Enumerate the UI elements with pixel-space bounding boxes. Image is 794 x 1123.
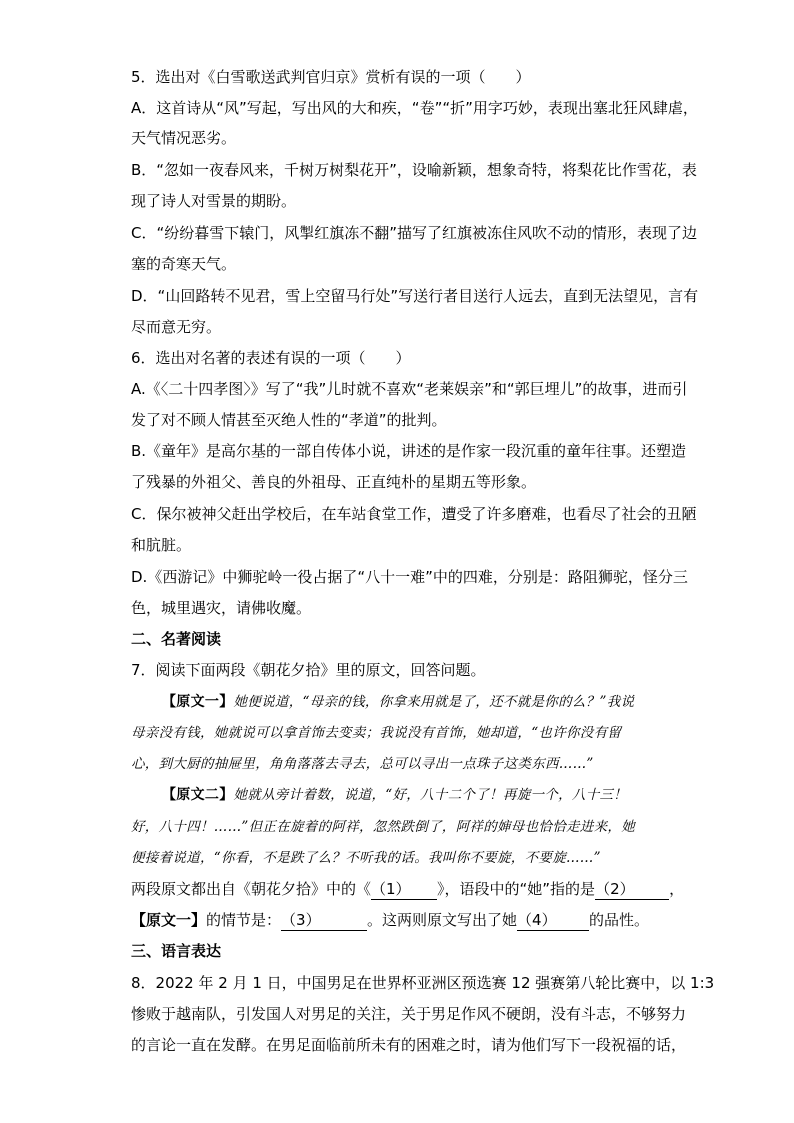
question-6-option-c: C．保尔被神父赶出学校后，在车站食堂工作，遭受了许多磨难，也看尽了社会的丑陋 bbox=[131, 505, 697, 523]
section-3-heading: 三、语言表达 bbox=[131, 942, 222, 960]
blank-2[interactable]: （2） bbox=[595, 879, 669, 900]
question-6-option-d-cont: 色，城里遇灾，请佛收魔。 bbox=[131, 599, 312, 617]
question-5-option-d-cont: 尽而意无穷。 bbox=[131, 318, 222, 336]
fill-text-6: 的品性。 bbox=[589, 911, 650, 929]
section-2-heading: 二、名著阅读 bbox=[131, 630, 222, 648]
question-6-stem: 6．选出对名著的表述有误的一项（ ） bbox=[131, 349, 411, 367]
passage-1-line-3: 心，到大厨的抽屉里，角角落落去寻去，总可以寻出一点珠子这类东西……” bbox=[131, 756, 594, 772]
question-5-option-a: A．这首诗从“风”写起，写出风的大和疾，“卷”“折”用字巧妙，表现出塞北狂风肆虐， bbox=[131, 99, 698, 117]
fill-text-1: 两段原文都出自《朝花夕拾》中的《 bbox=[131, 880, 372, 898]
blank-3[interactable]: （3） bbox=[281, 910, 367, 931]
question-8-line-3: 的言论一直在发酵。在男足面临前所未有的困难之时，请为他们写下一段祝福的话， bbox=[131, 1036, 687, 1054]
passage-1-line-2: 母亲没有钱，她就说可以拿首饰去变卖；我说没有首饰，她却道，“也许你没有留 bbox=[131, 725, 622, 741]
question-6-option-a-cont: 发了对不顾人情甚至灭绝人性的“孝道”的批判。 bbox=[131, 411, 447, 429]
question-7-stem: 7．阅读下面两段《朝花夕拾》里的原文，回答问题。 bbox=[131, 661, 486, 679]
passage-2-line-3: 便接着说道，“你看，不是跌了么？不听我的话。我叫你不要旋，不要旋……” bbox=[131, 850, 601, 866]
question-5-option-c-cont: 塞的奇寒天气。 bbox=[131, 255, 237, 273]
fill-text-3: ， bbox=[669, 880, 685, 898]
fill-text-2: 》，语段中的“她”指的是 bbox=[437, 880, 596, 898]
passage-1-tag: 【原文一】 bbox=[162, 694, 234, 710]
question-6-option-d: D.《西游记》中狮驼岭一役占据了“八十一难”中的四难，分别是：路阻狮驼，怪分三 bbox=[131, 568, 688, 586]
question-6-option-b-cont: 了残暴的外祖父、善良的外祖母、正直纯朴的星期五等形象。 bbox=[131, 473, 537, 491]
blank-1[interactable]: （1） bbox=[371, 879, 437, 900]
passage-1-line-1 bbox=[162, 692, 702, 712]
question-6-option-a: A.《〈二十四孝图〉》写了“我”儿时就不喜欢“老莱娱亲”和“郭巨埋儿”的故事，进而引 bbox=[131, 380, 688, 398]
passage-2-text-1: 她就从旁计着数，说道，“好，八十二个了！再旋一个，八十三！ bbox=[233, 787, 628, 803]
passage-1-text-1: 她便说道，“母亲的钱，你拿来用就是了，还不就是你的么？”我说 bbox=[233, 694, 635, 710]
fill-text-4: 的情节是： bbox=[206, 911, 282, 929]
question-5-option-d: D．“山回路转不见君，雪上空留马行处”写送行者目送行人远去，直到无法望见，言有 bbox=[131, 287, 699, 305]
question-5-option-c: C．“纷纷暮雪下辕门，风掣红旗冻不翻”描写了红旗被冻住风吹不动的情形，表现了边 bbox=[131, 224, 698, 242]
question-5-stem: 5．选出对《白雪歌送武判官归京》赏析有误的一项（ ） bbox=[131, 68, 531, 86]
passage-2-line-1 bbox=[162, 785, 702, 805]
question-8-line-1: 8．2022 年 2 月 1 日，中国男足在世界杯亚洲区预选赛 12 强赛第八轮比赛中，以 1:3 bbox=[131, 974, 715, 992]
passage-2-line-2: 好，八十四！……”但正在旋着的阿祥，忽然跌倒了，阿祥的婶母也恰恰走进来，她 bbox=[131, 819, 636, 835]
question-7-fill-line-2 bbox=[131, 910, 671, 931]
question-6-option-c-cont: 和肮脏。 bbox=[131, 536, 192, 554]
passage-2-tag: 【原文二】 bbox=[162, 787, 234, 803]
question-7-fill-line-1 bbox=[131, 879, 685, 900]
question-5-option-a-cont: 天气情况恶劣。 bbox=[131, 129, 237, 147]
fill-tag: 【原文一】 bbox=[131, 911, 207, 929]
question-8-line-2: 惨败于越南队，引发国人对男足的关注，关于男足作风不硬朗，没有斗志，不够努力 bbox=[131, 1005, 687, 1023]
question-5-option-b-cont: 现了诗人对雪景的期盼。 bbox=[131, 192, 297, 210]
blank-4[interactable]: （4） bbox=[517, 910, 589, 931]
fill-text-5: 。这两则原文写出了她 bbox=[367, 911, 518, 929]
question-6-option-b: B.《童年》是高尔基的一部自传体小说，讲述的是作家一段沉重的童年往事。还塑造 bbox=[131, 442, 687, 460]
question-5-option-b: B．“忽如一夜春风来，千树万树梨花开”，设喻新颖，想象奇特，将梨花比作雪花，表 bbox=[131, 161, 697, 179]
